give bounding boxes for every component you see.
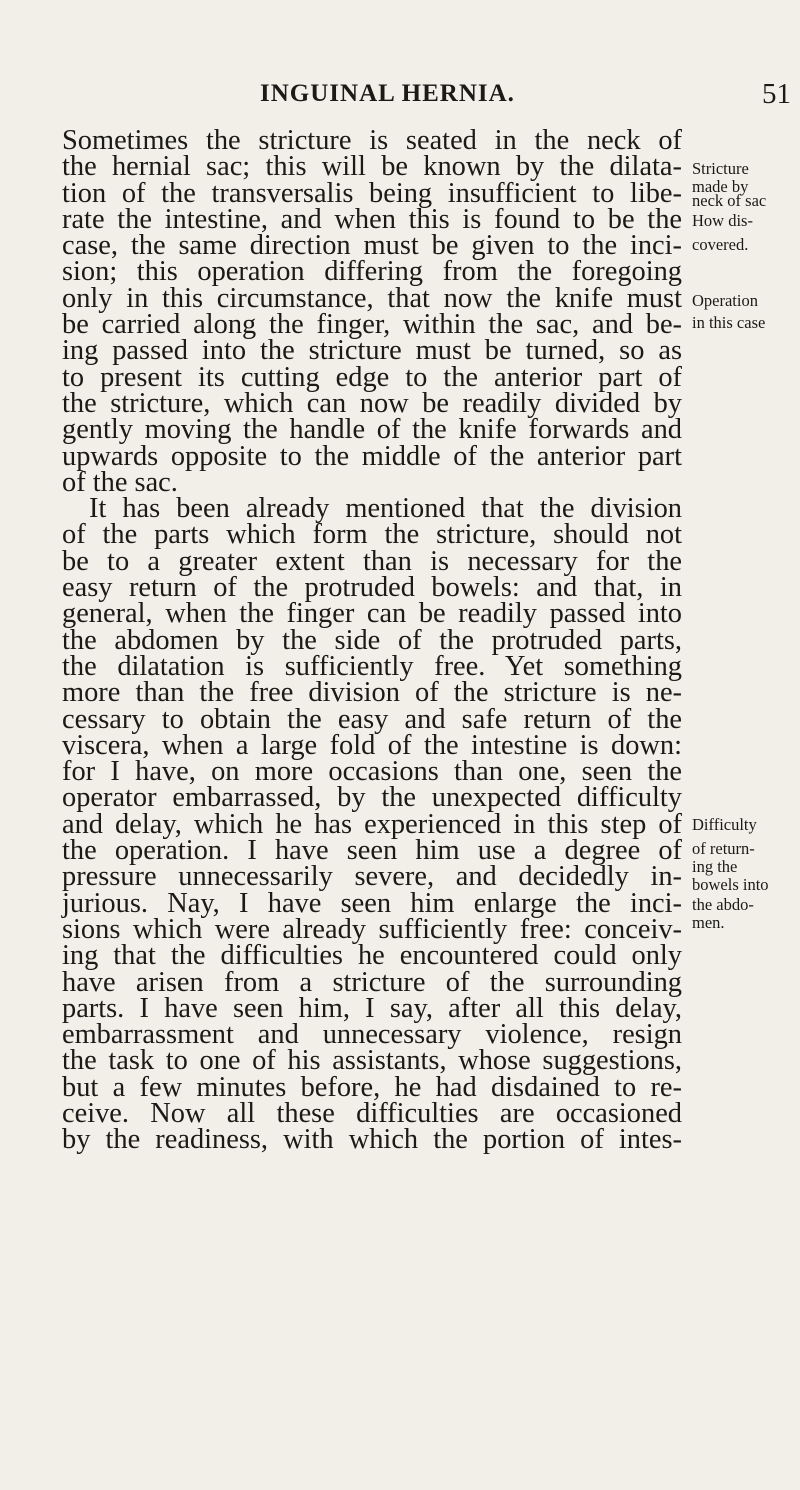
paragraph-1 <box>62 125 682 498</box>
text-line: upwards opposite to the middle of the anterior part <box>62 440 682 472</box>
text-line: the stricture, which can now be readily divided by <box>62 387 682 419</box>
text-line: the operation. I have seen him use a degree of <box>62 835 682 867</box>
text-line: ceive. Now all these difficulties are occasioned <box>62 1097 682 1129</box>
page-number: 51 <box>762 78 791 110</box>
text-line: to present its cutting edge to the anterior part of <box>62 361 682 393</box>
marginal-note: made by <box>692 177 749 196</box>
marginal-note: Difficulty <box>692 815 757 834</box>
text-line: and delay, which he has experienced in this step of <box>62 808 682 840</box>
text-line: more than the free division of the stricture is ne- <box>62 677 682 709</box>
marginal-note: How dis- <box>692 211 753 230</box>
text-line: embarrassment and unnecessary violence, resign <box>62 1019 682 1051</box>
marginal-note: covered. <box>692 235 749 254</box>
text-line: have arisen from a stricture of the surrounding <box>62 966 682 998</box>
marginal-note: Operation <box>692 291 758 310</box>
text-line: easy return of the protruded bowels: and that, in <box>62 572 682 604</box>
text-line: jurious. Nay, I have seen him enlarge the inci- <box>62 887 682 919</box>
text-line: general, when the finger can be readily passed into <box>62 598 682 630</box>
marginal-note: the abdo- <box>692 895 754 914</box>
text-line: It has been already mentioned that the division <box>89 493 682 525</box>
text-line: of the sac. <box>62 466 178 498</box>
marginal-note: men. <box>692 913 725 932</box>
text-line: the hernial sac; this will be known by the dilata- <box>62 151 682 183</box>
body-text <box>62 125 682 1156</box>
text-line: for I have, on more occasions than one, seen the <box>62 756 682 788</box>
text-line: of the parts which form the stricture, should not <box>62 519 682 551</box>
running-title: INGUINAL HERNIA. <box>260 80 515 107</box>
text-line: ing passed into the stricture must be turned, so as <box>62 335 682 367</box>
text-line: rate the intestine, and when this is found to be the <box>62 203 682 235</box>
text-line: ing that the difficulties he encountered could only <box>62 940 682 972</box>
marginal-note: Stricture <box>692 159 749 178</box>
text-line: parts. I have seen him, I say, after all this delay, <box>62 992 682 1024</box>
marginal-note: bowels into <box>692 875 769 894</box>
text-line: the dilatation is sufficiently free. Yet something <box>62 650 682 682</box>
text-line: cessary to obtain the easy and safe return of the <box>62 703 682 735</box>
text-line: tion of the transversalis being insufficient to libe- <box>62 177 682 209</box>
text-line: only in this circumstance, that now the knife must <box>62 282 682 314</box>
text-line: sion; this operation differing from the foregoing <box>62 256 682 288</box>
text-line: sions which were already sufficiently free: conceiv- <box>62 913 682 945</box>
text-line: but a few minutes before, he had disdained to re- <box>62 1071 682 1103</box>
marginal-note: neck of sac <box>692 191 767 210</box>
marginal-note: ing the <box>692 857 738 876</box>
paragraph-2 <box>62 493 682 1156</box>
text-line: gently moving the handle of the knife forwards and <box>62 414 682 446</box>
text-line: pressure unnecessarily severe, and decidedly in- <box>62 861 682 893</box>
marginal-note: of return- <box>692 839 755 858</box>
text-line: operator embarrassed, by the unexpected difficulty <box>62 782 682 814</box>
text-line: Sometimes the stricture is seated in the neck of <box>62 125 682 156</box>
running-header <box>0 78 800 118</box>
text-line: the task to one of his assistants, whose suggestions, <box>62 1045 682 1077</box>
text-line: by the readiness, with which the portion of intes- <box>62 1124 682 1156</box>
text-line: the abdomen by the side of the protruded parts, <box>62 624 682 656</box>
text-line: be to a greater extent than is necessary for the <box>62 545 682 577</box>
text-line: case, the same direction must be given to the inci- <box>62 230 682 262</box>
text-line: viscera, when a large fold of the intestine is down: <box>62 729 682 761</box>
text-line: be carried along the finger, within the sac, and be- <box>62 309 682 341</box>
marginal-note: in this case <box>692 313 766 332</box>
